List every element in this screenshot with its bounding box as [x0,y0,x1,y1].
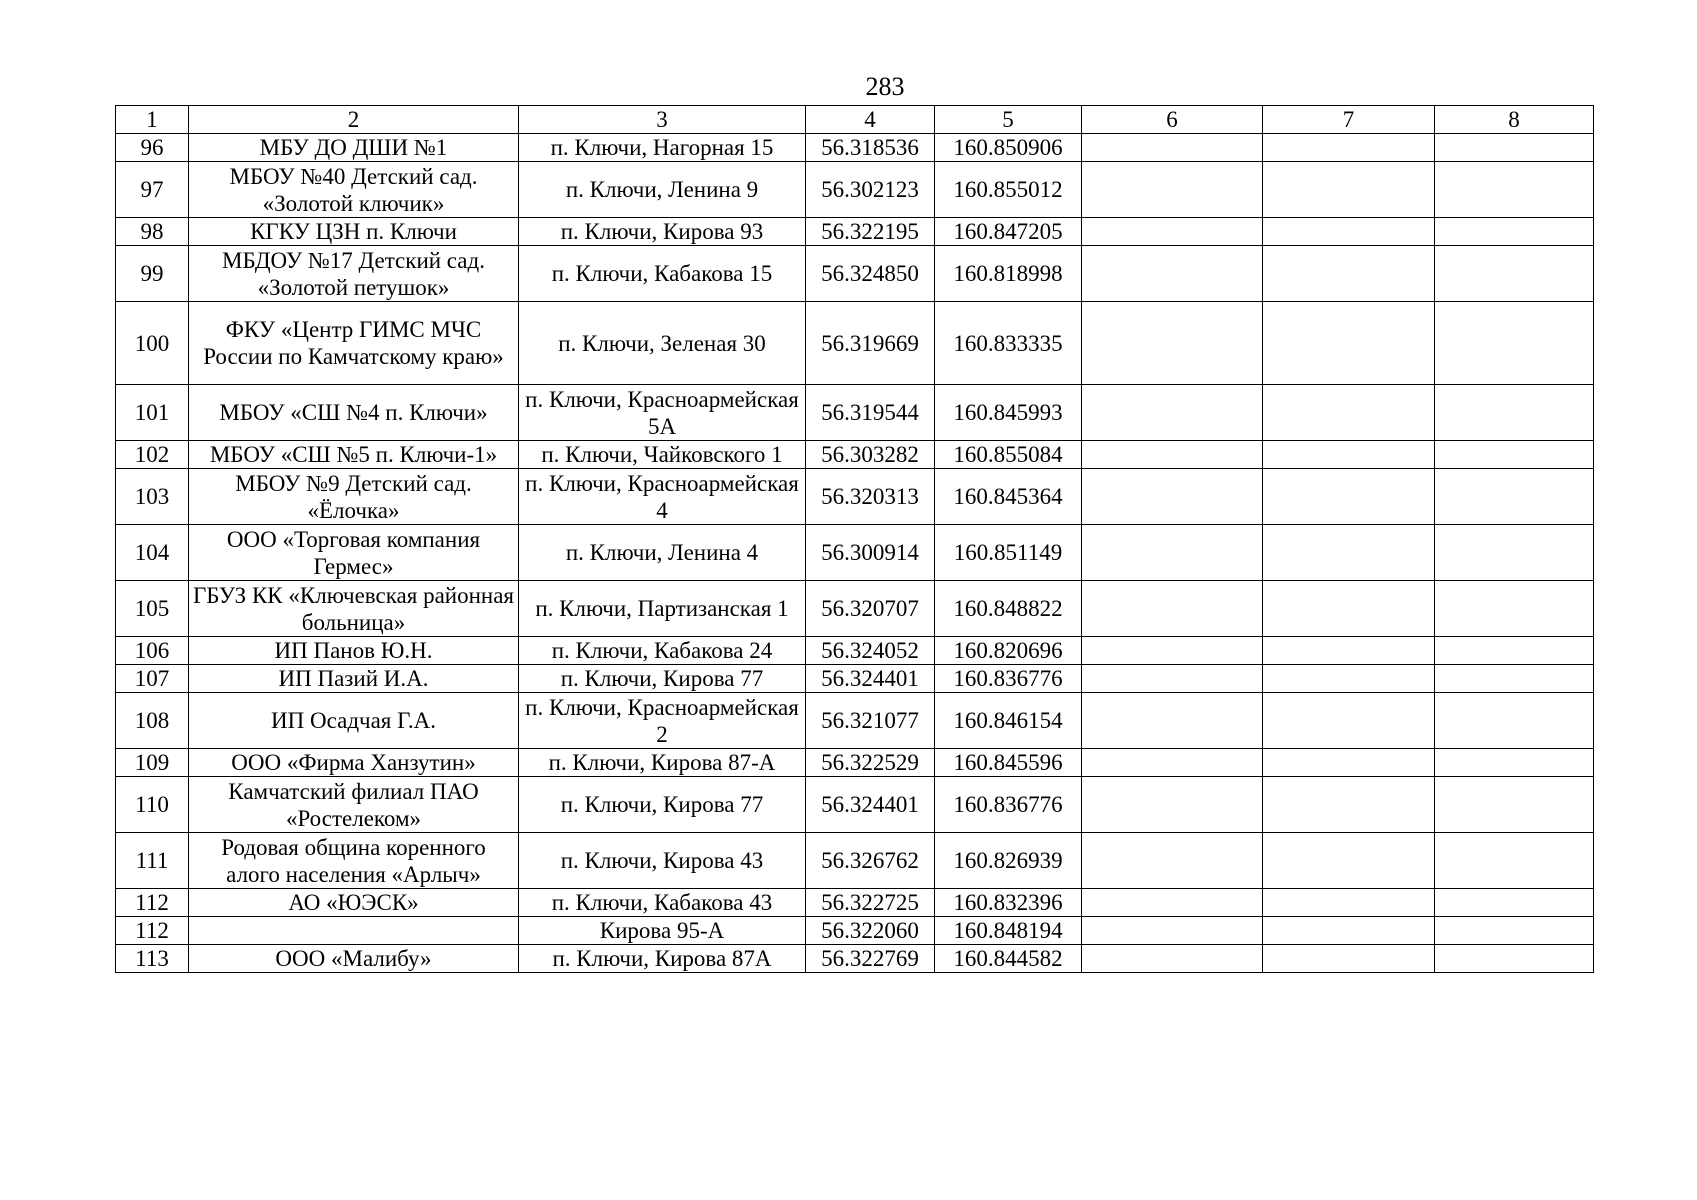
latitude: 56.322060 [806,917,935,945]
org-name: КГКУ ЦЗН п. Ключи [189,218,519,246]
cell-col7 [1263,637,1435,665]
cell-col8 [1435,833,1594,889]
latitude: 56.322195 [806,218,935,246]
header-cell: 3 [519,106,806,134]
address: п. Ключи, Кабакова 15 [519,246,806,302]
row-number: 100 [116,302,189,385]
cell-col8 [1435,385,1594,441]
table-row [116,246,1594,302]
cell-col7 [1263,917,1435,945]
cell-col6 [1082,385,1263,441]
longitude: 160.845596 [935,749,1082,777]
row-number: 98 [116,218,189,246]
row-number: 99 [116,246,189,302]
cell-col6 [1082,917,1263,945]
table-row [116,162,1594,218]
cell-col6 [1082,945,1263,973]
org-name [189,917,519,945]
longitude: 160.820696 [935,637,1082,665]
cell-col8 [1435,945,1594,973]
longitude: 160.848822 [935,581,1082,637]
table-row [116,777,1594,833]
row-number: 106 [116,637,189,665]
latitude: 56.303282 [806,441,935,469]
header-cell: 4 [806,106,935,134]
header-cell: 2 [189,106,519,134]
latitude: 56.324401 [806,777,935,833]
latitude: 56.326762 [806,833,935,889]
org-name: МБОУ «СШ №5 п. Ключи-1» [189,441,519,469]
cell-col8 [1435,162,1594,218]
latitude: 56.324401 [806,665,935,693]
row-number: 101 [116,385,189,441]
row-number: 96 [116,134,189,162]
cell-col7 [1263,246,1435,302]
address: п. Ключи, Ленина 4 [519,525,806,581]
longitude: 160.845993 [935,385,1082,441]
cell-col7 [1263,945,1435,973]
address: п. Ключи, Ленина 9 [519,162,806,218]
longitude: 160.855012 [935,162,1082,218]
address: Кирова 95-А [519,917,806,945]
address: п. Ключи, Красноармейская 4 [519,469,806,525]
table-row [116,945,1594,973]
cell-col6 [1082,441,1263,469]
table-row [116,889,1594,917]
header-row [116,106,1594,134]
table-row [116,469,1594,525]
longitude: 160.845364 [935,469,1082,525]
latitude: 56.319669 [806,302,935,385]
row-number: 107 [116,665,189,693]
table-row [116,665,1594,693]
latitude: 56.320313 [806,469,935,525]
data-table [115,105,1594,973]
cell-col6 [1082,637,1263,665]
row-number: 108 [116,693,189,749]
cell-col7 [1263,302,1435,385]
org-name: ИП Пазий И.А. [189,665,519,693]
row-number: 110 [116,777,189,833]
latitude: 56.318536 [806,134,935,162]
row-number: 112 [116,917,189,945]
table-row [116,833,1594,889]
cell-col6 [1082,134,1263,162]
table-row [116,525,1594,581]
row-number: 105 [116,581,189,637]
cell-col6 [1082,218,1263,246]
address: п. Ключи, Кирова 87А [519,945,806,973]
address: п. Ключи, Кирова 77 [519,665,806,693]
header-cell: 5 [935,106,1082,134]
cell-col7 [1263,693,1435,749]
org-name: АО «ЮЭСК» [189,889,519,917]
row-number: 104 [116,525,189,581]
latitude: 56.324850 [806,246,935,302]
address: п. Ключи, Кабакова 24 [519,637,806,665]
row-number: 109 [116,749,189,777]
cell-col8 [1435,218,1594,246]
longitude: 160.850906 [935,134,1082,162]
cell-col8 [1435,246,1594,302]
header-cell: 1 [116,106,189,134]
address: п. Ключи, Нагорная 15 [519,134,806,162]
cell-col7 [1263,581,1435,637]
cell-col7 [1263,777,1435,833]
table-row [116,693,1594,749]
address: п. Ключи, Кабакова 43 [519,889,806,917]
latitude: 56.324052 [806,637,935,665]
cell-col6 [1082,693,1263,749]
org-name: ООО «Торговая компания Гермес» [189,525,519,581]
cell-col8 [1435,777,1594,833]
table-row [116,302,1594,385]
cell-col6 [1082,749,1263,777]
header-cell: 6 [1082,106,1263,134]
cell-col6 [1082,833,1263,889]
longitude: 160.836776 [935,777,1082,833]
latitude: 56.322769 [806,945,935,973]
address: п. Ключи, Зеленая 30 [519,302,806,385]
cell-col8 [1435,637,1594,665]
cell-col6 [1082,777,1263,833]
cell-col6 [1082,525,1263,581]
row-number: 111 [116,833,189,889]
longitude: 160.832396 [935,889,1082,917]
address: п. Ключи, Чайковского 1 [519,441,806,469]
cell-col7 [1263,469,1435,525]
longitude: 160.826939 [935,833,1082,889]
longitude: 160.818998 [935,246,1082,302]
cell-col7 [1263,385,1435,441]
cell-col7 [1263,833,1435,889]
table-row [116,749,1594,777]
org-name: ИП Осадчая Г.А. [189,693,519,749]
latitude: 56.321077 [806,693,935,749]
address: п. Ключи, Красноармейская 5А [519,385,806,441]
longitude: 160.847205 [935,218,1082,246]
cell-col6 [1082,889,1263,917]
cell-col7 [1263,441,1435,469]
org-name: Родовая община коренного алого населения «Арлыч» [189,833,519,889]
cell-col7 [1263,134,1435,162]
table-row [116,917,1594,945]
org-name: ООО «Малибу» [189,945,519,973]
table-row [116,637,1594,665]
cell-col8 [1435,693,1594,749]
cell-col8 [1435,525,1594,581]
table-row [116,134,1594,162]
org-name: МБДОУ №17 Детский сад. «Золотой петушок» [189,246,519,302]
table-row [116,441,1594,469]
table-row [116,385,1594,441]
cell-col8 [1435,134,1594,162]
row-number: 102 [116,441,189,469]
cell-col6 [1082,162,1263,218]
org-name: ООО «Фирма Ханзутин» [189,749,519,777]
cell-col6 [1082,581,1263,637]
cell-col8 [1435,889,1594,917]
row-number: 112 [116,889,189,917]
cell-col6 [1082,469,1263,525]
row-number: 103 [116,469,189,525]
address: п. Ключи, Кирова 87-А [519,749,806,777]
cell-col8 [1435,302,1594,385]
org-name: ГБУЗ КК «Ключевская районная больница» [189,581,519,637]
longitude: 160.833335 [935,302,1082,385]
cell-col6 [1082,665,1263,693]
cell-col8 [1435,665,1594,693]
table-row [116,218,1594,246]
org-name: МБУ ДО ДШИ №1 [189,134,519,162]
table-row [116,581,1594,637]
cell-col7 [1263,162,1435,218]
cell-col8 [1435,581,1594,637]
latitude: 56.319544 [806,385,935,441]
cell-col8 [1435,917,1594,945]
latitude: 56.300914 [806,525,935,581]
header-cell: 7 [1263,106,1435,134]
cell-col6 [1082,246,1263,302]
org-name: ФКУ «Центр ГИМС МЧС России по Камчатскому краю» [189,302,519,385]
cell-col7 [1263,525,1435,581]
address: п. Ключи, Партизанская 1 [519,581,806,637]
address: п. Ключи, Кирова 93 [519,218,806,246]
page-number: 283 [865,72,905,101]
longitude: 160.848194 [935,917,1082,945]
org-name: Камчатский филиал ПАО «Ростелеком» [189,777,519,833]
latitude: 56.322529 [806,749,935,777]
address: п. Ключи, Кирова 77 [519,777,806,833]
longitude: 160.836776 [935,665,1082,693]
cell-col6 [1082,302,1263,385]
longitude: 160.846154 [935,693,1082,749]
row-number: 113 [116,945,189,973]
row-number: 97 [116,162,189,218]
cell-col7 [1263,218,1435,246]
org-name: МБОУ №9 Детский сад. «Ёлочка» [189,469,519,525]
org-name: МБОУ «СШ №4 п. Ключи» [189,385,519,441]
longitude: 160.851149 [935,525,1082,581]
longitude: 160.855084 [935,441,1082,469]
org-name: МБОУ №40 Детский сад. «Золотой ключик» [189,162,519,218]
cell-col8 [1435,749,1594,777]
org-name: ИП Панов Ю.Н. [189,637,519,665]
cell-col8 [1435,441,1594,469]
latitude: 56.322725 [806,889,935,917]
longitude: 160.844582 [935,945,1082,973]
latitude: 56.320707 [806,581,935,637]
header-cell: 8 [1435,106,1594,134]
address: п. Ключи, Кирова 43 [519,833,806,889]
cell-col7 [1263,889,1435,917]
cell-col7 [1263,665,1435,693]
latitude: 56.302123 [806,162,935,218]
cell-col7 [1263,749,1435,777]
cell-col8 [1435,469,1594,525]
address: п. Ключи, Красноармейская 2 [519,693,806,749]
